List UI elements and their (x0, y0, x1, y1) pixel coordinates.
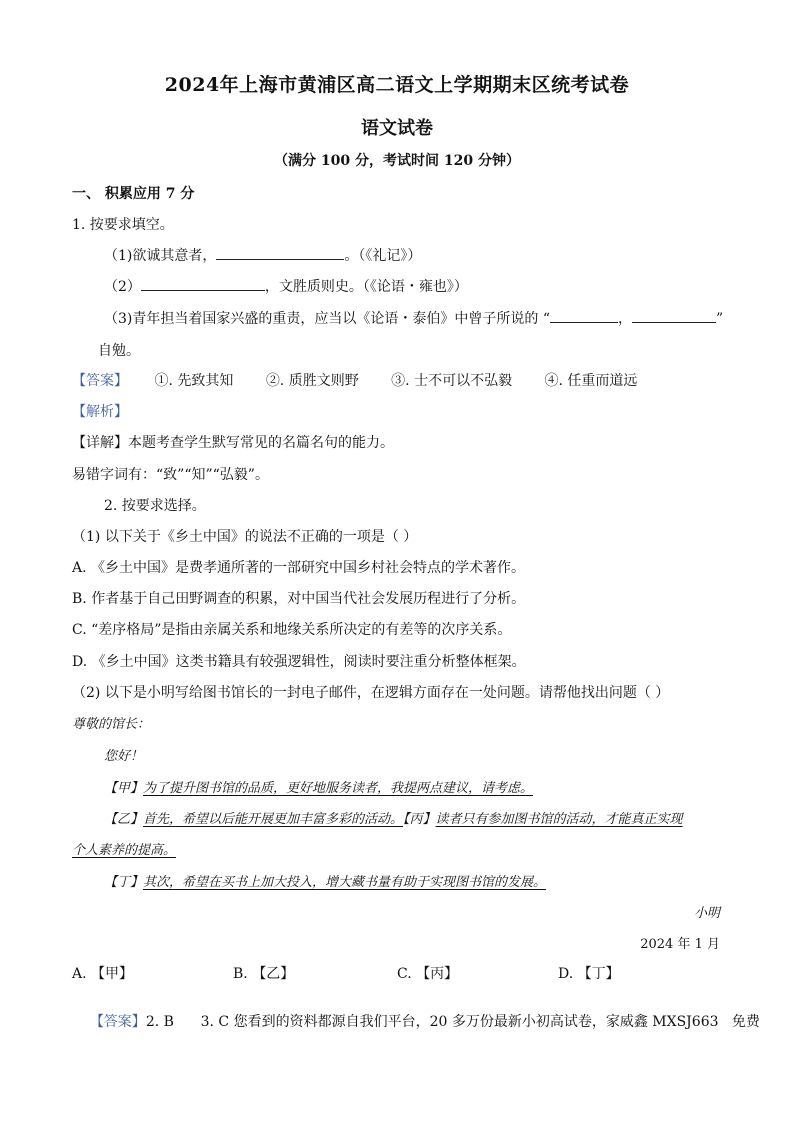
bing-text-2: 个人素养的提高。 (72, 843, 177, 858)
q2-stem: 2. 按要求选择。 (104, 498, 206, 514)
q2-sub1: （1) 以下关于《乡土中国》的说法不正确的一项是（ ） (72, 529, 418, 545)
fill-blank-1[interactable] (216, 247, 344, 260)
letter-salutation: 尊敬的馆长： (72, 717, 151, 732)
q2-sub2-option-d[interactable]: D. 【丁】 (558, 966, 620, 982)
detail-row (72, 432, 394, 452)
answer-4: ④. 任重而道远 (544, 373, 638, 389)
answer-2: ②. 质胜文则野 (265, 373, 359, 389)
q1-item1 (104, 245, 421, 265)
q1-item1-suffix: 。（《礼记》） (344, 248, 422, 264)
exam-note: （满分 100 分，考试时间 120 分钟） (274, 153, 520, 169)
answer-1: ①. 先致其知 (154, 373, 234, 389)
q2-sub2-option-a[interactable]: A. 【甲】 (72, 966, 134, 982)
answer-tag: 【答案】 (72, 373, 128, 389)
fill-blank-4[interactable] (632, 310, 716, 323)
subtitle: 语文试卷 (361, 118, 433, 139)
q1-item1-prefix: （1)欲诚其意者， (104, 248, 217, 264)
q1-stem: 1. 按要求填空。 (72, 217, 174, 233)
q1-item3 (104, 308, 723, 328)
answer-3: ③. 士不可以不弘毅 (391, 373, 513, 389)
q2-sub1-option-b[interactable]: B. 作者基于自己田野调查的积累，对中国当代社会发展历程进行了分析。 (72, 591, 526, 607)
q2-answer-text: 2. B 3. C 您看到的资料都源自我们平台，20 多万份最新小初高试卷，家威鑫 MXSJ663 免费 (145, 1014, 760, 1030)
q1-item3-tail: 自勉。 (98, 343, 140, 359)
q2-answer-row (72, 995, 760, 1047)
letter-jia (104, 777, 533, 796)
q1-item2-prefix: （2） (104, 279, 141, 295)
letter-signature: 小明 (693, 906, 720, 921)
ding-tag: 【丁】 (104, 875, 144, 890)
ding-text: 其次，希望在买书上加大投入，增大藏书量有助于实现图书馆的发展。 (143, 875, 547, 890)
q1-item3-sep: ， (617, 311, 632, 327)
letter-date: 2024 年 1 月 (640, 937, 720, 952)
letter-greeting: 您好！ (104, 749, 144, 764)
detail-text: 本题考查学生默写常见的名篇名句的能力。 (128, 435, 394, 451)
q2-sub2-option-b[interactable]: B. 【乙】 (233, 966, 295, 982)
letter-ding (104, 871, 546, 890)
yi-text: 首先，希望以后能开展更加丰富多彩的活动。 (143, 812, 404, 827)
q2-sub1-option-c[interactable]: C. “差序格局”是指由亲属关系和地缘关系所决定的有差等的次序关系。 (72, 622, 512, 638)
letter-yi-bing (104, 808, 683, 827)
detail-tag: 【详解】 (72, 435, 128, 451)
fill-blank-3[interactable] (550, 310, 618, 323)
q2-sub1-option-a[interactable]: A. 《乡土中国》是费孝通所著的一部研究中国乡村社会特点的学术著作。 (72, 560, 526, 576)
q2-sub1-option-d[interactable]: D. 《乡土中国》这类书籍具有较强逻辑性，阅读时要注重分析整体框架。 (72, 654, 526, 670)
error-words: 易错字词有：“致”“知”“弘毅”。 (72, 467, 269, 483)
q2-sub2: （2) 以下是小明写给图书馆长的一封电子邮件，在逻辑方面存在一处问题。请帮他找出问题（ ） (72, 685, 670, 701)
analysis-tag: 【解析】 (72, 404, 128, 420)
q1-item2 (104, 276, 468, 296)
section-heading: 一、 积累应用 7 分 (72, 186, 195, 202)
q1-answer-row (72, 370, 637, 390)
q2-answer-tag: 【答案】 (89, 1014, 146, 1030)
jia-text: 为了提升图书馆的品质，更好地服务读者，我提两点建议，请考虑。 (143, 781, 534, 796)
q1-item2-suffix: ，文胜质则史。（《论语・雍也》） (264, 279, 468, 295)
main-title: 2024年上海市黄浦区高二语文上学期期末区统考试卷 (164, 74, 630, 96)
q1-item3-end: ” (715, 311, 724, 327)
yi-tag: 【乙】 (104, 812, 144, 827)
fill-blank-2[interactable] (141, 278, 265, 291)
bing-tag: 【丙】 (403, 812, 436, 827)
q2-sub2-option-c[interactable]: C. 【丙】 (397, 966, 459, 982)
jia-tag: 【甲】 (104, 781, 144, 796)
bing-text-1: 读者只有参加图书馆的活动，才能真正实现 (435, 812, 683, 827)
q1-item3-prefix: （3)青年担当着国家兴盛的重责，应当以《论语・泰伯》中曾子所说的 “ (104, 311, 550, 327)
